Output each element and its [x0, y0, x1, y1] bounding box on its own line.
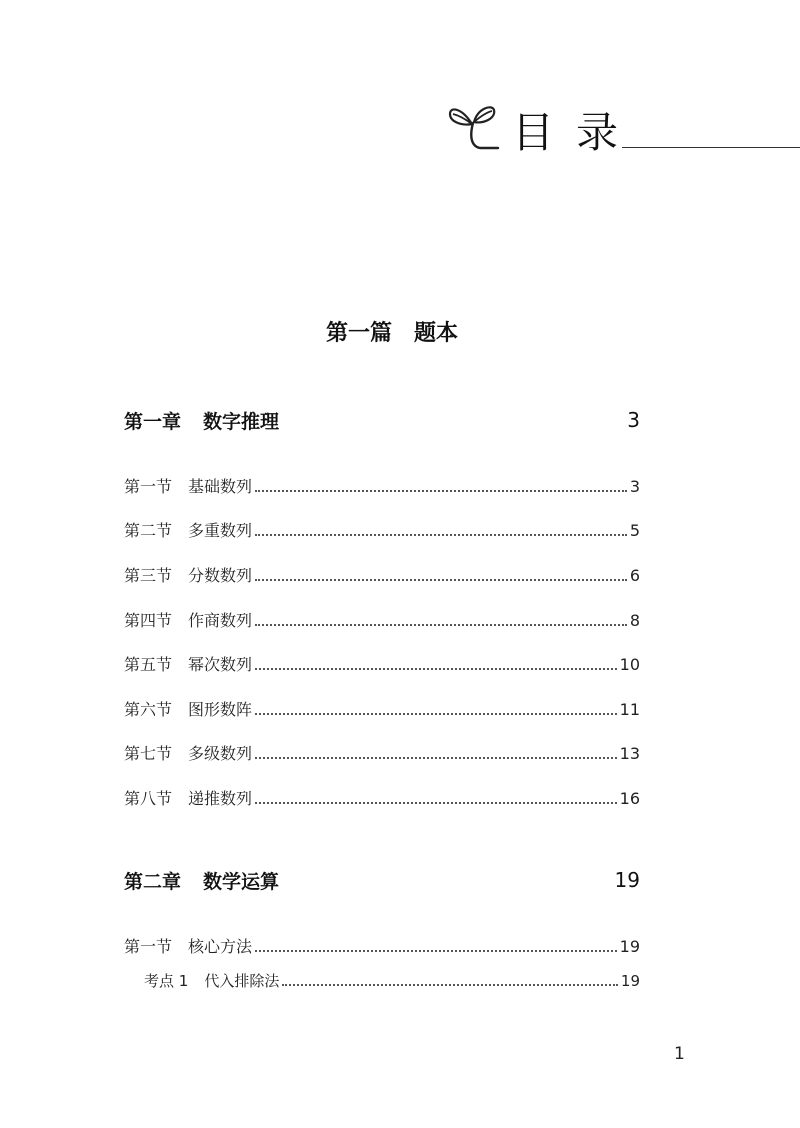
toc-entry-2-1[interactable] [124, 936, 640, 958]
part-title [0, 322, 784, 344]
section-number: 第四节 [124, 611, 173, 630]
chapter-title: 数字推理 [203, 410, 280, 433]
section-number: 第六节 [124, 700, 173, 719]
toc-entry-2-1-point-1[interactable] [144, 970, 640, 992]
section-title: 递推数列 [188, 789, 253, 808]
section-title: 分数数列 [188, 566, 253, 585]
point-page: 19 [620, 972, 640, 990]
part-name: 题本 [414, 320, 459, 346]
chapter-number: 第一章 [124, 410, 182, 433]
section-number: 第七节 [124, 744, 173, 763]
toc-entry-1-7[interactable] [124, 743, 640, 765]
dot-leader [255, 579, 627, 581]
chapter-page: 3 [627, 408, 640, 432]
point-title: 代入排除法 [204, 972, 280, 990]
section-page: 19 [619, 937, 640, 956]
header-rule [622, 147, 800, 148]
dot-leader [255, 534, 627, 536]
dot-leader [255, 713, 617, 715]
section-page: 10 [619, 655, 640, 674]
section-page: 5 [629, 521, 640, 540]
section-page: 11 [619, 700, 640, 719]
section-number: 第一节 [124, 937, 173, 956]
section-number: 第五节 [124, 655, 173, 674]
page-number: 1 [674, 1044, 685, 1064]
toc-entry-1-8[interactable] [124, 788, 640, 810]
toc-header [448, 100, 800, 170]
section-title: 核心方法 [188, 937, 253, 956]
toc-entry-1-4[interactable] [124, 610, 640, 632]
chapter-number: 第二章 [124, 870, 182, 893]
dot-leader [255, 624, 627, 626]
chapter-title: 数学运算 [203, 870, 280, 893]
section-title: 基础数列 [188, 477, 253, 496]
part-label: 第一篇 [325, 320, 392, 346]
toc-entry-1-5[interactable] [124, 654, 640, 676]
sprout-icon [448, 100, 512, 162]
section-title: 作商数列 [188, 611, 253, 630]
section-number: 第二节 [124, 521, 173, 540]
section-page: 16 [619, 789, 640, 808]
section-title: 多重数列 [188, 521, 253, 540]
dot-leader [255, 757, 617, 759]
toc-entry-1-3[interactable] [124, 565, 640, 587]
section-title: 图形数阵 [188, 700, 253, 719]
section-title: 多级数列 [188, 744, 253, 763]
chapter-2-heading[interactable] [124, 866, 640, 894]
chapter-1-heading[interactable] [124, 406, 640, 434]
point-number: 考点 1 [144, 972, 189, 990]
dot-leader [255, 802, 617, 804]
chapter-page: 19 [614, 868, 640, 892]
dot-leader [255, 490, 627, 492]
section-page: 6 [629, 566, 640, 585]
section-number: 第三节 [124, 566, 173, 585]
dot-leader [255, 668, 617, 670]
toc-entry-1-2[interactable] [124, 520, 640, 542]
section-page: 13 [619, 744, 640, 763]
dot-leader [282, 984, 618, 986]
dot-leader [255, 950, 617, 952]
section-number: 第八节 [124, 789, 173, 808]
section-number: 第一节 [124, 477, 173, 496]
toc-entry-1-1[interactable] [124, 476, 640, 498]
toc-title: 目录 [512, 108, 641, 157]
toc-entry-1-6[interactable] [124, 699, 640, 721]
section-page: 3 [629, 477, 640, 496]
section-page: 8 [629, 611, 640, 630]
section-title: 幂次数列 [188, 655, 253, 674]
